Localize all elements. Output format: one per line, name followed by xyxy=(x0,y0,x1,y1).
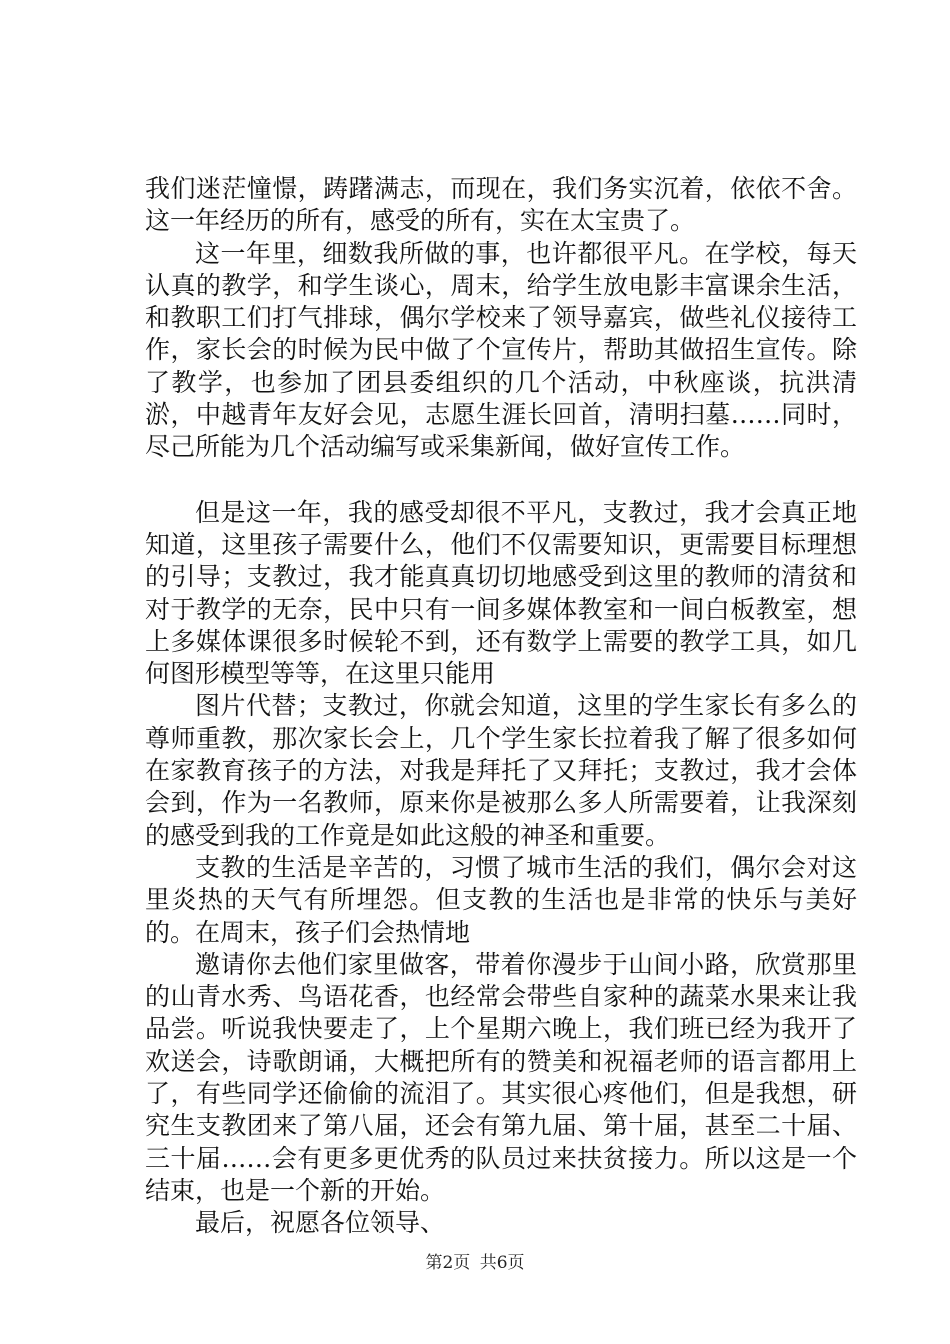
paragraph: 最后，祝愿各位领导、 xyxy=(195,1208,446,1238)
page-number: 第2页 xyxy=(425,1253,471,1273)
page-total: 共6页 xyxy=(479,1253,525,1273)
page-footer xyxy=(0,1253,950,1273)
paragraph: 邀请你去他们家里做客，带着你漫步于山间小路，欣赏那里的山青水秀、鸟语花香，也经常会带些自家种的蔬菜水果来让我品尝。听说我快要走了，上个星期六晚上，我们班已经为我开了欢送会，诗歌朗诵，大概把所有的赞美和祝福老师的语言都用上了，有些同学还偷偷的流泪了。其实很心疼他们，但是我想，研究生支教团来了第八届，还会有第九届、第十届，甚至二十届、三十届……会有更多更优秀的队员过来扶贫接力。所以这是一个结束，也是一个新的开始。 xyxy=(145,949,857,1205)
paragraph: 但是这一年，我的感受却很不平凡，支教过，我才会真正地知道，这里孩子需要什么，他们不仅需要知识，更需要目标理想的引导；支教过，我才能真真切切地感受到这里的教师的清贫和对于教学的无奈，民中只有一间多媒体教室和一间白板教室，想上多媒体课很多时候轮不到，还有数学上需要的教学工具，如几何图形模型等等，在这里只能用 xyxy=(145,497,857,689)
paragraph: 这一年里，细数我所做的事，也许都很平凡。在学校，每天认真的教学，和学生谈心，周末，给学生放电影丰富课余生活，和教职工们打气排球，偶尔学校来了领导嘉宾，做些礼仪接待工作，家长会的时候为民中做了个宣传片，帮助其做招生宣传。除了教学，也参加了团县委组织的几个活动，中秋座谈，抗洪清淤，中越青年友好会见，志愿生涯长回首，清明扫墓……同时，尽己所能为几个活动编写或采集新闻，做好宣传工作。 xyxy=(145,238,857,462)
paragraph-gap xyxy=(145,464,857,497)
document-body xyxy=(145,173,857,1240)
paragraph: 支教的生活是辛苦的，习惯了城市生活的我们，偶尔会对这里炎热的天气有所埋怨。但支教的生活也是非常的快乐与美好的。在周末，孩子们会热情地 xyxy=(145,852,857,947)
paragraph: 我们迷茫憧憬，踌躇满志，而现在，我们务实沉着，依依不舍。这一年经历的所有，感受的所有，实在太宝贵了。 xyxy=(145,174,857,236)
paragraph: 图片代替；支教过，你就会知道，这里的学生家长有多么的尊师重教，那次家长会上，几个学生家长拉着我了解了很多如何在家教育孩子的方法，对我是拜托了又拜托；支教过，我才会体会到，作为一名教师，原来你是被那么多人所需要着，让我深刻的感受到我的工作竟是如此这般的神圣和重要。 xyxy=(145,691,857,850)
